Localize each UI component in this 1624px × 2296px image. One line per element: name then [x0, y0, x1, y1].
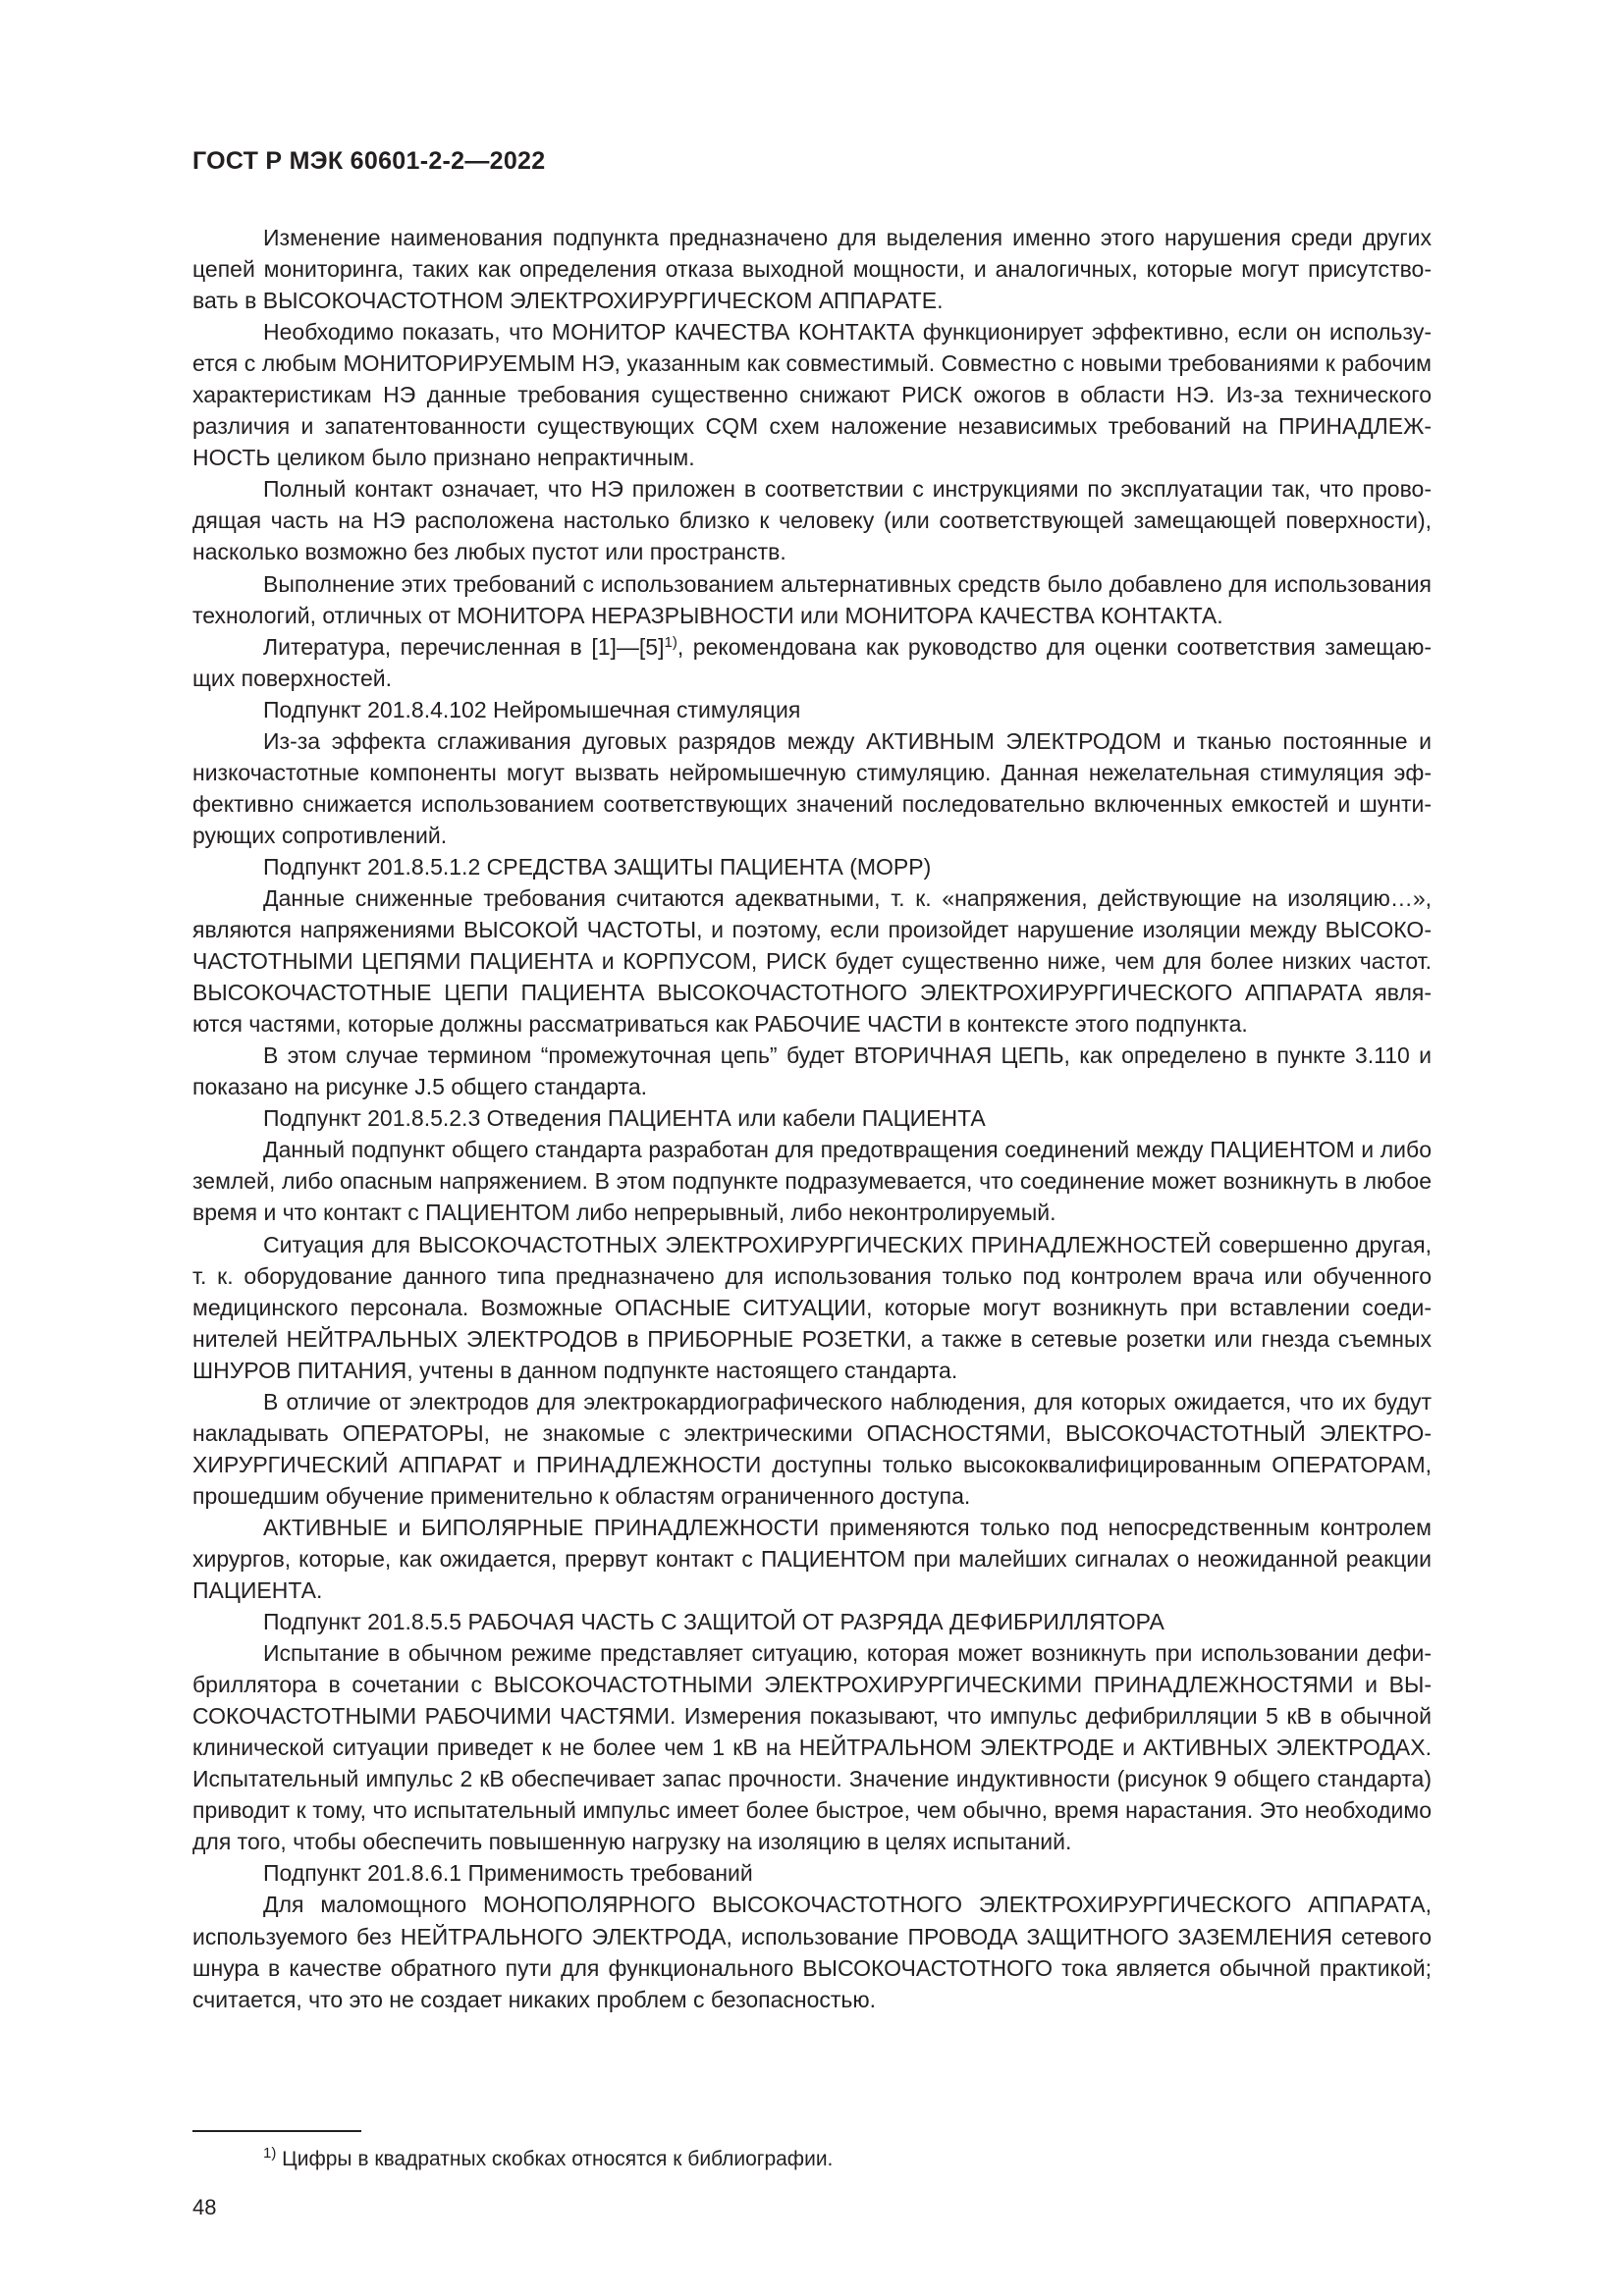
footnote	[263, 2146, 833, 2173]
body-text	[192, 222, 1432, 2015]
document-header: ГОСТ Р МЭК 60601-2-2—2022	[192, 147, 546, 175]
footnote-reference: 1)	[664, 633, 677, 651]
paragraph: Испытание в обычном режиме представляет ситуацию, которая может возникнуть при использовании дефибриллятора в сочетании с ВЫСОКОЧАСТОТНЫМИ ЭЛЕКТРОХИРУРГИЧЕСКИМИ ПРИНАДЛЕЖНОСТЯМИ и ВЫСОКОЧАСТОТНЫМИ РАБОЧИМИ ЧАСТЯМИ. Измерения показывают, что импульс дефибрилляции 5 кВ в обычной клинической ситуации приведет к не более чем 1 кВ на НЕЙТРАЛЬНОМ ЭЛЕКТРОДЕ и АКТИВНЫХ ЭЛЕКТРОДАХ. Испытательный импульс 2 кВ обеспечивает запас прочности. Значение индуктивности (рисунок 9 общего стандарта) приводит к тому, что испытательный импульс имеет более быстрое, чем обычно, время нарастания. Это необходимо для того, чтобы обеспечить повышенную нагрузку на изоляцию в целях испытаний.	[192, 1640, 1432, 1855]
paragraph: Необходимо показать, что МОНИТОР КАЧЕСТВА КОНТАКТА функционирует эффективно, если он используется с любым МОНИТОРИРУЕМЫМ НЭ, указанным как совместимый. Совместно с новыми требованиями к рабочим характеристикам НЭ данные требования существенно снижают РИСК ожогов в области НЭ. Из-за технического различия и запатентованности существующих CQM схем наложение независимых требований на ПРИНАДЛЕЖНОСТЬ целиком было признано непрактичным.	[192, 319, 1432, 471]
footnote-text: Цифры в квадратных скобках относятся к библиографии.	[276, 2148, 834, 2170]
paragraph: Данный подпункт общего стандарта разработан для предотвращения соединений между ПАЦИЕНТОМ и либо землей, либо опасным напряжением. В этом подпункте подразумевается, что соединение может возникнуть в любое время и что контакт с ПАЦИЕНТОМ либо непрерывный, либо неконтролируемый.	[192, 1137, 1432, 1226]
footnote-separator	[192, 2130, 361, 2132]
paragraph: Изменение наименования подпункта предназначено для выделения именно этого нарушения среди других цепей мониторинга, таких как определения отказа выходной мощности, и аналогичных, которые могут присутствовать в ВЫСОКОЧАСТОТНОМ ЭЛЕКТРОХИРУРГИЧЕСКОМ АППАРАТЕ.	[192, 225, 1432, 314]
paragraph: Из-за эффекта сглаживания дуговых разрядов между АКТИВНЫМ ЭЛЕКТРОДОМ и тканью постоянные и низкочастотные компоненты могут вызвать нейромышечную стимуляцию. Данная нежелательная стимуляция эффективно снижается использованием соответствующих значений последовательно включенных емкостей и шунтирующих сопротивлений.	[192, 727, 1432, 848]
paragraph: Для маломощного МОНОПОЛЯРНОГО ВЫСОКОЧАСТОТНОГО ЭЛЕКТРОХИРУРГИЧЕСКОГО АППАРАТА, используемого без НЕЙТРАЛЬНОГО ЭЛЕКТРОДА, использование ПРОВОДА ЗАЩИТНОГО ЗАЗЕМЛЕНИЯ сетевого шнура в качестве обратного пути для функционального ВЫСОКОЧАСТОТНОГО тока является обычной практикой; считается, что это не создает никаких проблем с безопасностью.	[192, 1892, 1432, 2012]
paragraph: Данные сниженные требования считаются адекватными, т. к. «напряжения, действующие на изоляцию…», являются напряжениями ВЫСОКОЙ ЧАСТОТЫ, и поэтому, если произойдет нарушение изоляции между ВЫСОКОЧАСТОТНЫМИ ЦЕПЯМИ ПАЦИЕНТА и КОРПУСОМ, РИСК будет существенно ниже, чем для более низких частот. ВЫСОКОЧАСТОТНЫЕ ЦЕПИ ПАЦИЕНТА ВЫСОКОЧАСТОТНОГО ЭЛЕКТРОХИРУРГИЧЕСКОГО АППАРАТА являются частями, которые должны рассматриваться как РАБОЧИЕ ЧАСТИ в контексте этого подпункта.	[192, 884, 1432, 1038]
paragraph: В этом случае термином “промежуточная цепь” будет ВТОРИЧНАЯ ЦЕПЬ, как определено в пункте 3.110 и показано на рисунке J.5 общего стандарта.	[192, 1042, 1432, 1100]
paragraph: Полный контакт означает, что НЭ приложен в соответствии с инструкциями по эксплуатации так, что проводящая часть на НЭ расположена настолько близко к человеку (или соответствующей замещающей поверхности), насколько возможно без любых пустот или пространств.	[192, 476, 1432, 565]
paragraph: Выполнение этих требований с использованием альтернативных средств было добавлено для использования технологий, отличных от МОНИТОРА НЕРАЗРЫВНОСТИ или МОНИТОРА КАЧЕСТВА КОНТАКТА.	[192, 570, 1432, 628]
subclause-heading: Подпункт 201.8.5.2.3 Отведения ПАЦИЕНТА или кабели ПАЦИЕНТА	[263, 1105, 986, 1132]
literature-text: Литература, перечисленная в [1]—[5]	[263, 633, 665, 660]
page-number: 48	[192, 2195, 217, 2219]
subclause-heading: Подпункт 201.8.4.102 Нейромышечная стимуляция	[263, 696, 801, 722]
paragraph-literature	[192, 631, 1432, 694]
literature-text-continued: , рекомендована как руководство для оценки соответствия замещающих поверхностей.	[192, 633, 1432, 691]
paragraph: Ситуация для ВЫСОКОЧАСТОТНЫХ ЭЛЕКТРОХИРУРГИЧЕСКИХ ПРИНАДЛЕЖНОСТЕЙ совершенно другая, т. к. оборудование данного типа предназначено для использования только под контролем врача или обученного медицинского персонала. Возможные ОПАСНЫЕ СИТУАЦИИ, которые могут возникнуть при вставлении соединителей НЕЙТРАЛЬНЫХ ЭЛЕКТРОДОВ в ПРИБОРНЫЕ РОЗЕТКИ, а также в сетевые розетки или гнезда съемных ШНУРОВ ПИТАНИЯ, учтены в данном подпункте настоящего стандарта.	[192, 1231, 1432, 1383]
paragraph: АКТИВНЫЕ и БИПОЛЯРНЫЕ ПРИНАДЛЕЖНОСТИ применяются только под непосредственным контролем хирургов, которые, как ожидается, прервут контакт с ПАЦИЕНТОМ при малейших сигналах о неожиданной реакции ПАЦИЕНТА.	[192, 1514, 1432, 1604]
subclause-heading: Подпункт 201.8.6.1 Применимость требований	[263, 1860, 753, 1887]
paragraph: В отличие от электродов для электрокардиографического наблюдения, для которых ожидается, что их будут накладывать ОПЕРАТОРЫ, не знакомые с электрическими ОПАСНОСТЯМИ, ВЫСОКОЧАСТОТНЫЙ ЭЛЕКТРОХИРУРГИЧЕСКИЙ АППАРАТ и ПРИНАДЛЕЖНОСТИ доступны только высококвалифицированным ОПЕРАТОРАМ, прошедшим обучение применительно к областям ограниченного доступа.	[192, 1388, 1432, 1509]
footnote-marker: 1)	[263, 2145, 277, 2162]
subclause-heading: Подпункт 201.8.5.5 РАБОЧАЯ ЧАСТЬ С ЗАЩИТОЙ ОТ РАЗРЯДА ДЕФИБРИЛЛЯТОРА	[263, 1609, 1164, 1635]
subclause-heading: Подпункт 201.8.5.1.2 СРЕДСТВА ЗАЩИТЫ ПАЦИЕНТА (MOPP)	[263, 853, 932, 880]
